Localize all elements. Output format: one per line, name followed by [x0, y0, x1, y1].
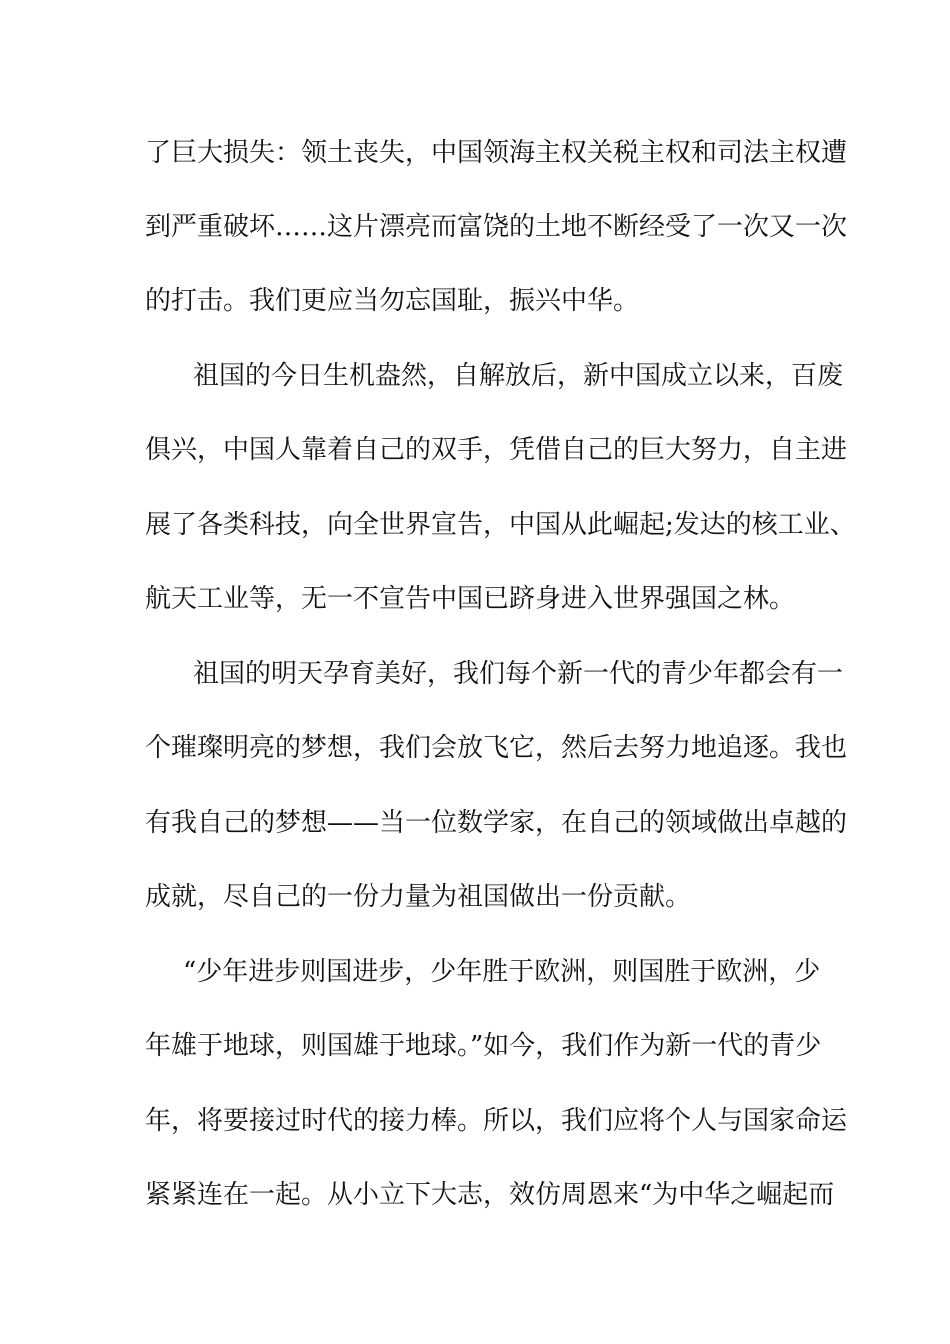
- text-line: 展了各类科技，向全世界宣告，中国从此崛起;发达的核工业、: [145, 510, 856, 540]
- paragraph-start-line: “少年进步则国进步，少年胜于欧洲，则国胜于欧洲，少: [183, 957, 821, 987]
- text-line: 到严重破坏……这片漂亮而富饶的土地不断经受了一次又一次: [145, 212, 848, 242]
- text-line: 年，将要接过时代的接力棒。所以，我们应将个人与国家命运: [145, 1106, 848, 1136]
- text-line: 年雄于地球，则国雄于地球。”如今，我们作为新一代的青少: [145, 1031, 822, 1061]
- text-line: 个璀璨明亮的梦想，我们会放飞它，然后去努力地追逐。我也: [145, 733, 848, 763]
- text-line: 的打击。我们更应当勿忘国耻，振兴中华。: [145, 286, 640, 316]
- text-line: 俱兴，中国人靠着自己的双手，凭借自己的巨大努力，自主进: [145, 435, 848, 465]
- paragraph-start-line: 祖国的今日生机盎然，自解放后，新中国成立以来，百废: [193, 361, 844, 391]
- text-line: 紧紧连在一起。从小立下大志，效仿周恩来“为中华之崛起而: [145, 1180, 835, 1210]
- text-line: 了巨大损失：领土丧失，中国领海主权关税主权和司法主权遭: [145, 138, 848, 168]
- paragraph-start-line: 祖国的明天孕育美好，我们每个新一代的青少年都会有一: [193, 659, 844, 689]
- text-line: 航天工业等，无一不宣告中国已跻身进入世界强国之林。: [145, 584, 796, 614]
- text-line: 有我自己的梦想——当一位数学家，在自己的领域做出卓越的: [145, 808, 848, 838]
- text-line: 成就，尽自己的一份力量为祖国做出一份贡献。: [145, 882, 692, 912]
